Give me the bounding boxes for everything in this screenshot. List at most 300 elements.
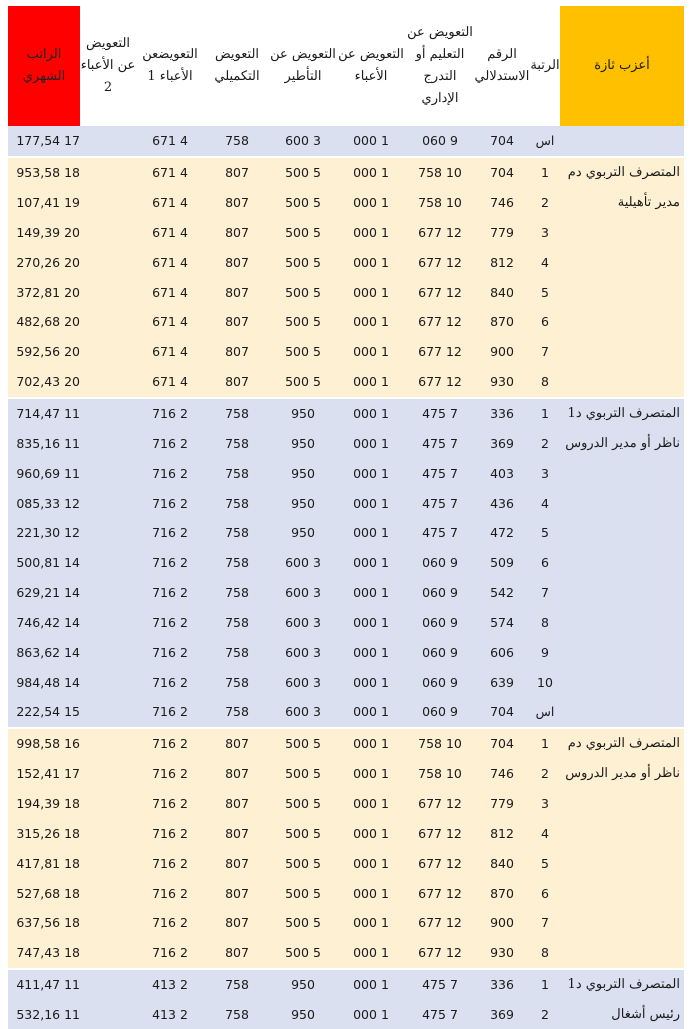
cell-grade: 3 xyxy=(530,218,560,248)
cell-burden1: 4 671 xyxy=(136,218,204,248)
cell-burden1: 2 716 xyxy=(136,878,204,908)
cell-grade: 8 xyxy=(530,608,560,638)
cell-salary: 18 417,81 xyxy=(8,848,80,878)
cell-grade: 10 xyxy=(530,667,560,697)
cell-burden2 xyxy=(80,458,136,488)
cell-index: 812 xyxy=(474,818,530,848)
cell-index: 840 xyxy=(474,277,530,307)
cell-grade: 4 xyxy=(530,488,560,518)
cell-complementary: 758 xyxy=(204,608,270,638)
header-name: أعزب ثازة xyxy=(560,6,684,126)
header-salary: الراتب الشهري xyxy=(8,6,80,126)
header-burden: التعويض عن الأعباء xyxy=(336,6,406,126)
cell-edu: 7 475 xyxy=(406,999,474,1029)
cell-burden1: 4 671 xyxy=(136,337,204,367)
cell-grade: 2 xyxy=(530,428,560,458)
cell-salary: 12 221,30 xyxy=(8,518,80,548)
cell-salary: 19 107,41 xyxy=(8,188,80,218)
cell-salary: 20 482,68 xyxy=(8,307,80,337)
cell-burden: 1 000 xyxy=(336,488,406,518)
cell-supervision: 3 600 xyxy=(270,608,336,638)
table-row xyxy=(8,398,684,429)
table-row xyxy=(8,518,684,548)
cell-index: 779 xyxy=(474,218,530,248)
cell-burden2 xyxy=(80,728,136,759)
cell-burden: 1 000 xyxy=(336,157,406,188)
cell-grade: 1 xyxy=(530,728,560,759)
cell-grade: 9 xyxy=(530,637,560,667)
cell-burden1: 2 413 xyxy=(136,999,204,1029)
cell-name xyxy=(560,878,684,908)
header-supervision: التعويض عن التأطير xyxy=(270,6,336,126)
cell-edu: 9 060 xyxy=(406,667,474,697)
cell-burden: 1 000 xyxy=(336,277,406,307)
cell-burden2 xyxy=(80,488,136,518)
cell-name xyxy=(560,247,684,277)
cell-burden: 1 000 xyxy=(336,697,406,728)
cell-grade: 2 xyxy=(530,999,560,1029)
cell-salary: 18 637,56 xyxy=(8,908,80,938)
cell-burden1: 4 671 xyxy=(136,157,204,188)
cell-burden1: 2 716 xyxy=(136,548,204,578)
cell-name: المتصرف التربوي د1 xyxy=(560,969,684,1000)
cell-burden1: 4 671 xyxy=(136,277,204,307)
cell-edu: 7 475 xyxy=(406,488,474,518)
cell-burden: 1 000 xyxy=(336,878,406,908)
cell-burden1: 2 716 xyxy=(136,637,204,667)
cell-complementary: 807 xyxy=(204,878,270,908)
cell-supervision: 5 500 xyxy=(270,789,336,819)
cell-supervision: 950 xyxy=(270,458,336,488)
table-body xyxy=(8,126,684,1029)
cell-salary: 20 270,26 xyxy=(8,247,80,277)
cell-burden: 1 000 xyxy=(336,367,406,398)
cell-grade: اس xyxy=(530,697,560,728)
cell-burden2 xyxy=(80,848,136,878)
cell-grade: 8 xyxy=(530,367,560,398)
cell-complementary: 807 xyxy=(204,908,270,938)
cell-salary: 17 177,54 xyxy=(8,126,80,157)
cell-grade: 7 xyxy=(530,908,560,938)
cell-burden1: 4 671 xyxy=(136,307,204,337)
cell-burden2 xyxy=(80,218,136,248)
cell-index: 542 xyxy=(474,578,530,608)
cell-burden: 1 000 xyxy=(336,818,406,848)
cell-salary: 15 222,54 xyxy=(8,697,80,728)
cell-index: 870 xyxy=(474,307,530,337)
header-burden2: التعويض عن الأعباء 2 xyxy=(80,6,136,126)
table-row xyxy=(8,218,684,248)
cell-burden1: 2 716 xyxy=(136,818,204,848)
cell-grade: اس xyxy=(530,126,560,157)
cell-grade: 1 xyxy=(530,398,560,429)
cell-complementary: 807 xyxy=(204,818,270,848)
cell-complementary: 807 xyxy=(204,307,270,337)
table-row xyxy=(8,759,684,789)
cell-complementary: 807 xyxy=(204,789,270,819)
cell-supervision: 3 600 xyxy=(270,697,336,728)
salary-table xyxy=(8,6,684,1029)
cell-name xyxy=(560,938,684,969)
cell-burden: 1 000 xyxy=(336,789,406,819)
cell-name xyxy=(560,697,684,728)
cell-salary: 16 998,58 xyxy=(8,728,80,759)
cell-edu: 10 758 xyxy=(406,157,474,188)
table-row xyxy=(8,337,684,367)
cell-complementary: 807 xyxy=(204,728,270,759)
cell-complementary: 758 xyxy=(204,969,270,1000)
cell-burden: 1 000 xyxy=(336,307,406,337)
cell-edu: 9 060 xyxy=(406,637,474,667)
cell-burden: 1 000 xyxy=(336,458,406,488)
cell-index: 574 xyxy=(474,608,530,638)
cell-name xyxy=(560,488,684,518)
cell-grade: 7 xyxy=(530,337,560,367)
cell-burden: 1 000 xyxy=(336,999,406,1029)
cell-supervision: 5 500 xyxy=(270,188,336,218)
table-row xyxy=(8,367,684,398)
cell-burden2 xyxy=(80,759,136,789)
cell-index: 639 xyxy=(474,667,530,697)
cell-burden1: 4 671 xyxy=(136,367,204,398)
cell-edu: 10 758 xyxy=(406,728,474,759)
cell-burden1: 2 716 xyxy=(136,789,204,819)
cell-name xyxy=(560,789,684,819)
cell-burden1: 2 716 xyxy=(136,759,204,789)
cell-supervision: 950 xyxy=(270,398,336,429)
cell-edu: 12 677 xyxy=(406,247,474,277)
cell-burden1: 2 716 xyxy=(136,488,204,518)
cell-edu: 9 060 xyxy=(406,548,474,578)
cell-burden: 1 000 xyxy=(336,428,406,458)
cell-burden1: 4 671 xyxy=(136,188,204,218)
cell-index: 606 xyxy=(474,637,530,667)
cell-supervision: 5 500 xyxy=(270,307,336,337)
cell-burden: 1 000 xyxy=(336,548,406,578)
table-row xyxy=(8,578,684,608)
cell-burden2 xyxy=(80,188,136,218)
cell-index: 930 xyxy=(474,367,530,398)
cell-grade: 6 xyxy=(530,307,560,337)
cell-burden: 1 000 xyxy=(336,637,406,667)
table-row xyxy=(8,878,684,908)
cell-name xyxy=(560,578,684,608)
cell-name: المتصرف التربوي د1 xyxy=(560,398,684,429)
cell-burden: 1 000 xyxy=(336,938,406,969)
table-row xyxy=(8,728,684,759)
cell-salary: 20 372,81 xyxy=(8,277,80,307)
cell-salary: 14 746,42 xyxy=(8,608,80,638)
cell-burden2 xyxy=(80,398,136,429)
cell-complementary: 758 xyxy=(204,578,270,608)
cell-burden: 1 000 xyxy=(336,188,406,218)
cell-supervision: 950 xyxy=(270,518,336,548)
cell-index: 930 xyxy=(474,938,530,969)
cell-index: 336 xyxy=(474,969,530,1000)
cell-edu: 12 677 xyxy=(406,878,474,908)
cell-supervision: 5 500 xyxy=(270,367,336,398)
cell-supervision: 5 500 xyxy=(270,818,336,848)
cell-name xyxy=(560,608,684,638)
table-row xyxy=(8,637,684,667)
cell-salary: 18 194,39 xyxy=(8,789,80,819)
cell-burden2 xyxy=(80,969,136,1000)
cell-burden1: 2 716 xyxy=(136,697,204,728)
cell-name xyxy=(560,126,684,157)
cell-complementary: 807 xyxy=(204,848,270,878)
cell-edu: 10 758 xyxy=(406,759,474,789)
cell-salary: 18 527,68 xyxy=(8,878,80,908)
cell-salary: 11 411,47 xyxy=(8,969,80,1000)
cell-edu: 12 677 xyxy=(406,848,474,878)
cell-index: 779 xyxy=(474,789,530,819)
cell-salary: 18 747,43 xyxy=(8,938,80,969)
cell-burden1: 2 413 xyxy=(136,969,204,1000)
cell-supervision: 3 600 xyxy=(270,667,336,697)
cell-edu: 9 060 xyxy=(406,697,474,728)
cell-index: 704 xyxy=(474,157,530,188)
table-row xyxy=(8,969,684,1000)
cell-salary: 17 152,41 xyxy=(8,759,80,789)
table-row xyxy=(8,697,684,728)
cell-burden2 xyxy=(80,157,136,188)
cell-complementary: 807 xyxy=(204,759,270,789)
cell-burden2 xyxy=(80,608,136,638)
cell-supervision: 3 600 xyxy=(270,548,336,578)
cell-name xyxy=(560,908,684,938)
cell-complementary: 807 xyxy=(204,157,270,188)
cell-burden2 xyxy=(80,277,136,307)
cell-burden2 xyxy=(80,578,136,608)
cell-supervision: 5 500 xyxy=(270,938,336,969)
cell-burden2 xyxy=(80,938,136,969)
cell-complementary: 807 xyxy=(204,938,270,969)
header-index: الرقم الاستدلالي xyxy=(474,6,530,126)
cell-complementary: 758 xyxy=(204,637,270,667)
cell-name xyxy=(560,637,684,667)
cell-edu: 12 677 xyxy=(406,818,474,848)
cell-salary: 20 149,39 xyxy=(8,218,80,248)
cell-complementary: 758 xyxy=(204,697,270,728)
cell-burden2 xyxy=(80,818,136,848)
cell-burden: 1 000 xyxy=(336,578,406,608)
table-row xyxy=(8,999,684,1029)
table-row xyxy=(8,908,684,938)
cell-complementary: 758 xyxy=(204,667,270,697)
table-row xyxy=(8,458,684,488)
cell-index: 509 xyxy=(474,548,530,578)
cell-index: 403 xyxy=(474,458,530,488)
cell-burden1: 2 716 xyxy=(136,908,204,938)
cell-burden2 xyxy=(80,367,136,398)
table-row xyxy=(8,548,684,578)
cell-index: 812 xyxy=(474,247,530,277)
cell-edu: 12 677 xyxy=(406,277,474,307)
cell-burden: 1 000 xyxy=(336,398,406,429)
cell-grade: 8 xyxy=(530,938,560,969)
cell-burden1: 2 716 xyxy=(136,938,204,969)
table-row xyxy=(8,277,684,307)
cell-burden: 1 000 xyxy=(336,759,406,789)
cell-burden2 xyxy=(80,337,136,367)
cell-salary: 18 315,26 xyxy=(8,818,80,848)
cell-name: المتصرف التربوي دم xyxy=(560,157,684,188)
cell-supervision: 5 500 xyxy=(270,247,336,277)
cell-burden2 xyxy=(80,428,136,458)
cell-complementary: 758 xyxy=(204,458,270,488)
cell-salary: 18 953,58 xyxy=(8,157,80,188)
cell-salary: 11 714,47 xyxy=(8,398,80,429)
cell-supervision: 950 xyxy=(270,488,336,518)
cell-burden2 xyxy=(80,548,136,578)
cell-edu: 12 677 xyxy=(406,218,474,248)
cell-burden: 1 000 xyxy=(336,126,406,157)
cell-name xyxy=(560,548,684,578)
cell-burden1: 2 716 xyxy=(136,728,204,759)
cell-supervision: 5 500 xyxy=(270,848,336,878)
table-row xyxy=(8,848,684,878)
cell-burden2 xyxy=(80,878,136,908)
cell-burden2 xyxy=(80,667,136,697)
cell-supervision: 5 500 xyxy=(270,277,336,307)
cell-grade: 4 xyxy=(530,247,560,277)
cell-index: 472 xyxy=(474,518,530,548)
cell-index: 704 xyxy=(474,697,530,728)
table-row xyxy=(8,126,684,157)
cell-burden: 1 000 xyxy=(336,247,406,277)
cell-burden2 xyxy=(80,908,136,938)
cell-burden: 1 000 xyxy=(336,728,406,759)
cell-salary: 11 960,69 xyxy=(8,458,80,488)
cell-complementary: 807 xyxy=(204,188,270,218)
table-row xyxy=(8,818,684,848)
cell-index: 369 xyxy=(474,428,530,458)
cell-salary: 12 085,33 xyxy=(8,488,80,518)
cell-supervision: 3 600 xyxy=(270,126,336,157)
cell-supervision: 5 500 xyxy=(270,337,336,367)
header-burden1: التعويضعن الأعباء 1 xyxy=(136,6,204,126)
cell-edu: 7 475 xyxy=(406,458,474,488)
cell-burden: 1 000 xyxy=(336,969,406,1000)
cell-burden: 1 000 xyxy=(336,608,406,638)
cell-complementary: 758 xyxy=(204,488,270,518)
cell-supervision: 3 600 xyxy=(270,637,336,667)
cell-edu: 7 475 xyxy=(406,518,474,548)
cell-complementary: 807 xyxy=(204,337,270,367)
cell-salary: 14 500,81 xyxy=(8,548,80,578)
cell-grade: 1 xyxy=(530,157,560,188)
cell-burden1: 2 716 xyxy=(136,608,204,638)
cell-name: المتصرف التربوي دم xyxy=(560,728,684,759)
cell-index: 900 xyxy=(474,908,530,938)
cell-complementary: 758 xyxy=(204,518,270,548)
cell-burden2 xyxy=(80,697,136,728)
cell-complementary: 807 xyxy=(204,247,270,277)
cell-name xyxy=(560,218,684,248)
cell-edu: 12 677 xyxy=(406,908,474,938)
cell-index: 336 xyxy=(474,398,530,429)
header-grade: الرتبة xyxy=(530,6,560,126)
cell-name xyxy=(560,337,684,367)
cell-index: 746 xyxy=(474,188,530,218)
cell-burden1: 2 716 xyxy=(136,428,204,458)
cell-edu: 12 677 xyxy=(406,789,474,819)
cell-name: رئيس أشغال xyxy=(560,999,684,1029)
cell-edu: 7 475 xyxy=(406,398,474,429)
cell-salary: 11 532,16 xyxy=(8,999,80,1029)
cell-supervision: 3 600 xyxy=(270,578,336,608)
cell-burden1: 4 671 xyxy=(136,247,204,277)
cell-name xyxy=(560,307,684,337)
cell-burden1: 2 716 xyxy=(136,848,204,878)
cell-index: 704 xyxy=(474,728,530,759)
cell-grade: 2 xyxy=(530,759,560,789)
cell-grade: 2 xyxy=(530,188,560,218)
cell-burden1: 2 716 xyxy=(136,518,204,548)
table-row xyxy=(8,789,684,819)
cell-name xyxy=(560,277,684,307)
header-edu: التعويض عن التعليم أو التدرج الإداري xyxy=(406,6,474,126)
cell-supervision: 5 500 xyxy=(270,908,336,938)
cell-supervision: 5 500 xyxy=(270,728,336,759)
cell-grade: 3 xyxy=(530,789,560,819)
cell-edu: 12 677 xyxy=(406,367,474,398)
cell-burden: 1 000 xyxy=(336,337,406,367)
cell-burden1: 2 716 xyxy=(136,458,204,488)
cell-burden1: 4 671 xyxy=(136,126,204,157)
header-complementary: التعويض التكميلي xyxy=(204,6,270,126)
table-row xyxy=(8,938,684,969)
table-row xyxy=(8,608,684,638)
cell-grade: 5 xyxy=(530,518,560,548)
cell-index: 369 xyxy=(474,999,530,1029)
table-row xyxy=(8,247,684,277)
cell-burden1: 2 716 xyxy=(136,398,204,429)
cell-complementary: 807 xyxy=(204,277,270,307)
cell-complementary: 758 xyxy=(204,126,270,157)
cell-burden: 1 000 xyxy=(336,908,406,938)
cell-name: ناظر أو مدير الدروس xyxy=(560,759,684,789)
cell-name xyxy=(560,367,684,398)
cell-edu: 7 475 xyxy=(406,969,474,1000)
cell-index: 704 xyxy=(474,126,530,157)
header-row xyxy=(8,6,684,126)
cell-burden2 xyxy=(80,637,136,667)
cell-grade: 1 xyxy=(530,969,560,1000)
cell-grade: 4 xyxy=(530,818,560,848)
cell-name xyxy=(560,667,684,697)
cell-index: 746 xyxy=(474,759,530,789)
cell-edu: 12 677 xyxy=(406,938,474,969)
cell-name: مدير تأهيلية xyxy=(560,188,684,218)
cell-name xyxy=(560,518,684,548)
table-row xyxy=(8,428,684,458)
cell-edu: 12 677 xyxy=(406,307,474,337)
cell-index: 436 xyxy=(474,488,530,518)
cell-salary: 11 835,16 xyxy=(8,428,80,458)
table-row xyxy=(8,157,684,188)
cell-supervision: 950 xyxy=(270,969,336,1000)
cell-burden: 1 000 xyxy=(336,667,406,697)
cell-burden: 1 000 xyxy=(336,218,406,248)
cell-supervision: 950 xyxy=(270,999,336,1029)
cell-burden2 xyxy=(80,789,136,819)
cell-grade: 5 xyxy=(530,848,560,878)
cell-supervision: 5 500 xyxy=(270,218,336,248)
cell-supervision: 950 xyxy=(270,428,336,458)
cell-salary: 14 984,48 xyxy=(8,667,80,697)
table-row xyxy=(8,488,684,518)
